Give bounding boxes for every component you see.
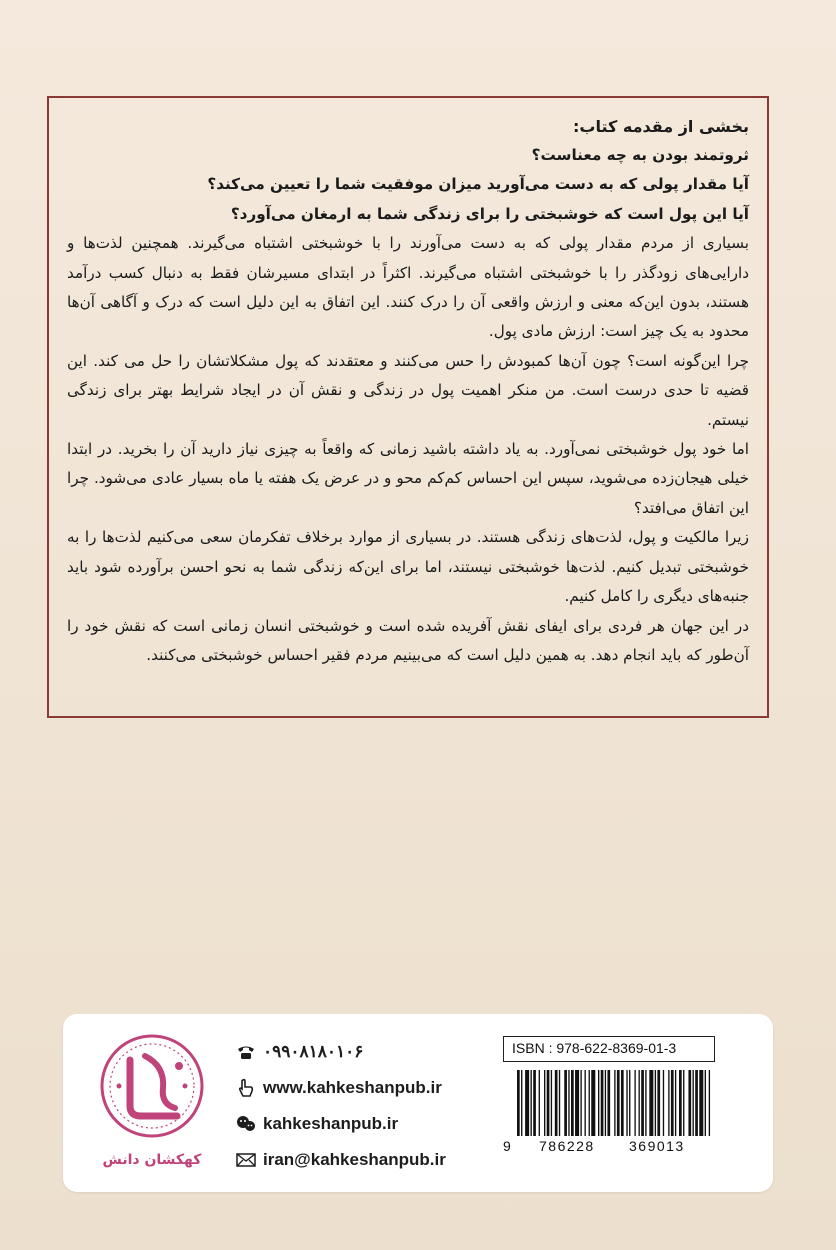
isbn-label: ISBN : 978-622-8369-01-3 bbox=[503, 1036, 715, 1062]
excerpt-paragraph: اما خود پول خوشبختی نمی‌آورد. به یاد داشته باشید زمانی که واقعاً به چیزی نیاز دارید آن را بخرید. در ابتدا خیلی هیجان‌زده می‌شوید، سپس این احساس کم‌کم محو و در عرض یک هفته یا ماه بسیار عادی می‌شود. چرا این اتفاق می‌افتد؟ bbox=[67, 440, 749, 517]
barcode-digits bbox=[503, 1138, 715, 1158]
kahkeshan-logo-icon bbox=[93, 1026, 211, 1148]
publisher-name: کهکشان دانش bbox=[102, 1152, 202, 1168]
excerpt-paragraph: چرا این‌گونه است؟ چون آن‌ها کمبودش را حس می‌کنند و معتقدند که پول مشکلاتشان را حل می کند. این قضیه تا حدی درست است. من منکر اهمیت پول در زندگی و نقش آن در ایجاد شرایط بهتر برای زندگی نیستم. bbox=[67, 351, 749, 429]
email-address[interactable]: iran@kahkeshanpub.ir bbox=[263, 1150, 446, 1169]
excerpt-question: آیا مقدار پولی که به دست می‌آورید میزان موفقیت شما را تعیین می‌کند؟ bbox=[207, 175, 749, 194]
website-link[interactable]: www.kahkeshanpub.ir bbox=[263, 1078, 442, 1097]
mail-icon bbox=[235, 1150, 257, 1170]
contact-instagram bbox=[235, 1106, 495, 1142]
publisher-logo bbox=[93, 1026, 211, 1176]
barcode-image bbox=[503, 1070, 715, 1144]
contact-phone bbox=[235, 1034, 495, 1070]
barcode-digit-group-2: 369013 bbox=[629, 1138, 685, 1154]
instagram-icon bbox=[235, 1114, 257, 1134]
phone-number: ۰۹۹۰۸۱۸۰۱۰۶ bbox=[263, 1042, 364, 1061]
contact-email bbox=[235, 1142, 495, 1178]
barcode-digit-lead: 9 bbox=[503, 1138, 511, 1154]
excerpt-paragraph: بسیاری از مردم مقدار پولی که به دست می‌آورند را با خوشبختی اشتباه می‌گیرند. همچنین لذت‌ها و دارایی‌های زودگذر را با خوشبختی اشتباه می‌گیرند. اکثراً در ابتدای مسیرشان فقط به دنبال کسب درآمد هستند، بدون این‌که معنی و ارزش واقعی آن را درک کنند. این اتفاق به این دلیل است که درک و آگاهی آن‌ها محدود به یک چیز است: ارزش مادی پول. bbox=[67, 234, 749, 341]
excerpt-heading: بخشی از مقدمه کتاب: bbox=[572, 117, 749, 136]
isbn-barcode-block bbox=[503, 1036, 715, 1166]
instagram-handle[interactable]: kahkeshanpub.ir bbox=[263, 1114, 399, 1133]
contact-list bbox=[235, 1034, 495, 1178]
excerpt-question: آیا این پول است که خوشبختی را برای زندگی شما به ارمغان می‌آورد؟ bbox=[230, 204, 749, 223]
pointer-hand-icon bbox=[235, 1078, 257, 1098]
contact-website bbox=[235, 1070, 495, 1106]
barcode-digit-group-1: 786228 bbox=[539, 1138, 595, 1154]
publisher-info-card bbox=[63, 1014, 773, 1192]
excerpt-paragraph: زیرا مالکیت و پول، لذت‌های زندگی هستند. در بسیاری از موارد برخلاف تفکرمان سعی می‌کنیم لذت‌ها را به خوشبختی تبدیل کنیم. لذت‌ها خوشبختی نیستند، اما برای این‌که زندگی شما به نحو احسن برآورده شود باید جنبه‌های دیگری را کامل کنیم. bbox=[67, 528, 749, 606]
excerpt-question: ثروتمند بودن به چه معناست؟ bbox=[531, 146, 749, 164]
excerpt-frame bbox=[47, 96, 769, 718]
phone-icon bbox=[235, 1042, 257, 1062]
excerpt-paragraph: در این جهان هر فردی برای ایفای نقش آفریده شده است و خوشبختی انسان زمانی است که نقش خود را آن‌طور که باید انجام دهد. به همین دلیل است که می‌بینیم مردم فقیر احساس خوشبختی می‌کنند. bbox=[67, 616, 749, 664]
